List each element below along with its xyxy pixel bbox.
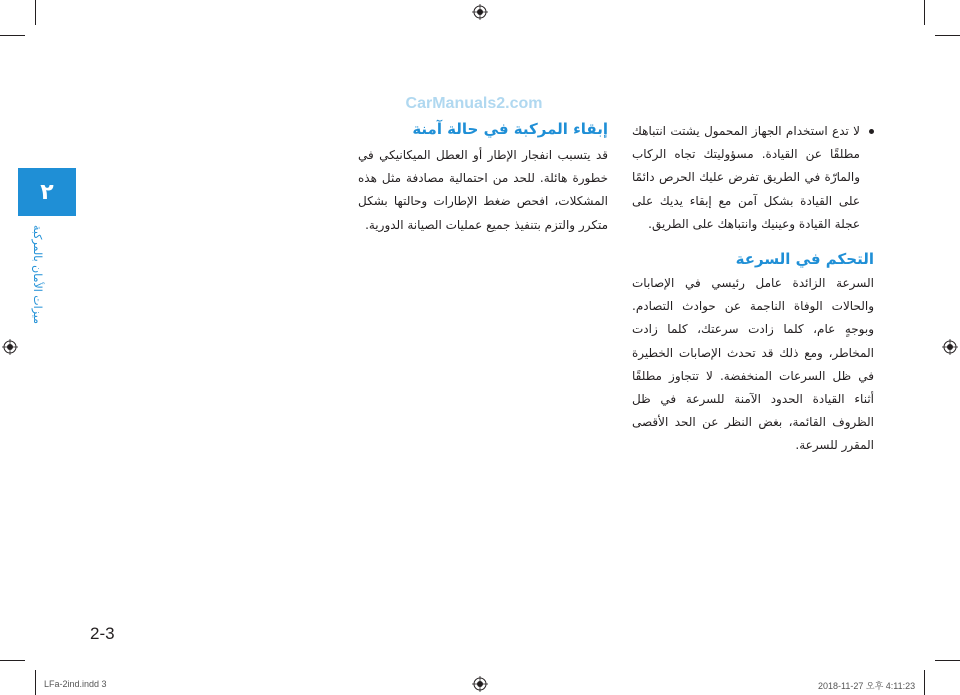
bullet-paragraph <box>632 120 874 236</box>
crop-mark <box>0 660 25 661</box>
registration-mark-icon <box>472 676 488 692</box>
footer-file-name: LFa-2ind.indd 3 <box>44 679 107 689</box>
crop-mark <box>924 0 925 25</box>
bullet-text: لا تدع استخدام الجهاز المحمول يشتت انتباهك مطلقًا عن القيادة. مسؤوليتك تجاه الركاب والمارّة في الطريق تفرض عليك الحرص دائمًا على القيادة بشكل آمن مع إبقاء يديك على عجلة القيادة وعينيك وانتباهك على الطريق. <box>632 124 860 231</box>
footer-timestamp: 2018-11-27 오후 4:11:23 <box>818 681 916 691</box>
crop-mark <box>935 35 960 36</box>
page-number: 2-3 <box>90 624 115 643</box>
section-heading-speed: التحكم في السرعة <box>735 250 874 269</box>
speed-paragraph: السرعة الزائدة عامل رئيسي في الإصابات والحالات الوفاة الناجمة عن حوادث التصادم. وبوجهٍ عام، كلما زادت سرعتك، كلما زادت المخاطر، ومع ذلك قد تحدث الإصابات الخطيرة في ظل السرعات المنخفضة. لا تتجاوز مطلقًا أثناء القيادة الحدود الآمنة للسرعة في ظل الظروف القائمة، بغض النظر عن الحد الأقصى المقرر للسرعة. <box>632 276 874 453</box>
crop-mark <box>0 35 25 36</box>
registration-mark-icon <box>472 4 488 20</box>
watermark: CarManuals2.com <box>405 95 543 112</box>
bullet-dot-icon <box>869 129 874 134</box>
crop-mark <box>924 670 925 695</box>
right-column <box>632 120 874 458</box>
crop-mark <box>35 0 36 25</box>
registration-mark-icon <box>942 339 958 355</box>
crop-mark <box>935 660 960 661</box>
maintenance-paragraph: قد يتسبب انفجار الإطار أو العطل الميكانيكي في خطورة هائلة. للحد من احتمالية مصادفة مثل هذه المشكلات، افحص ضغط الإطارات وحالتها بشكل متكرر والتزم بتنفيذ جميع عمليات الصيانة الدورية. <box>358 148 608 232</box>
chapter-label: ميزات الأمان بالمركبة <box>31 225 44 324</box>
registration-mark-icon <box>2 339 18 355</box>
chapter-tab <box>18 168 76 216</box>
crop-mark <box>35 670 36 695</box>
left-column <box>358 118 608 237</box>
chapter-number: ٢ <box>40 179 54 205</box>
section-heading-maintenance: إبقاء المركبة في حالة آمنة <box>412 120 608 138</box>
